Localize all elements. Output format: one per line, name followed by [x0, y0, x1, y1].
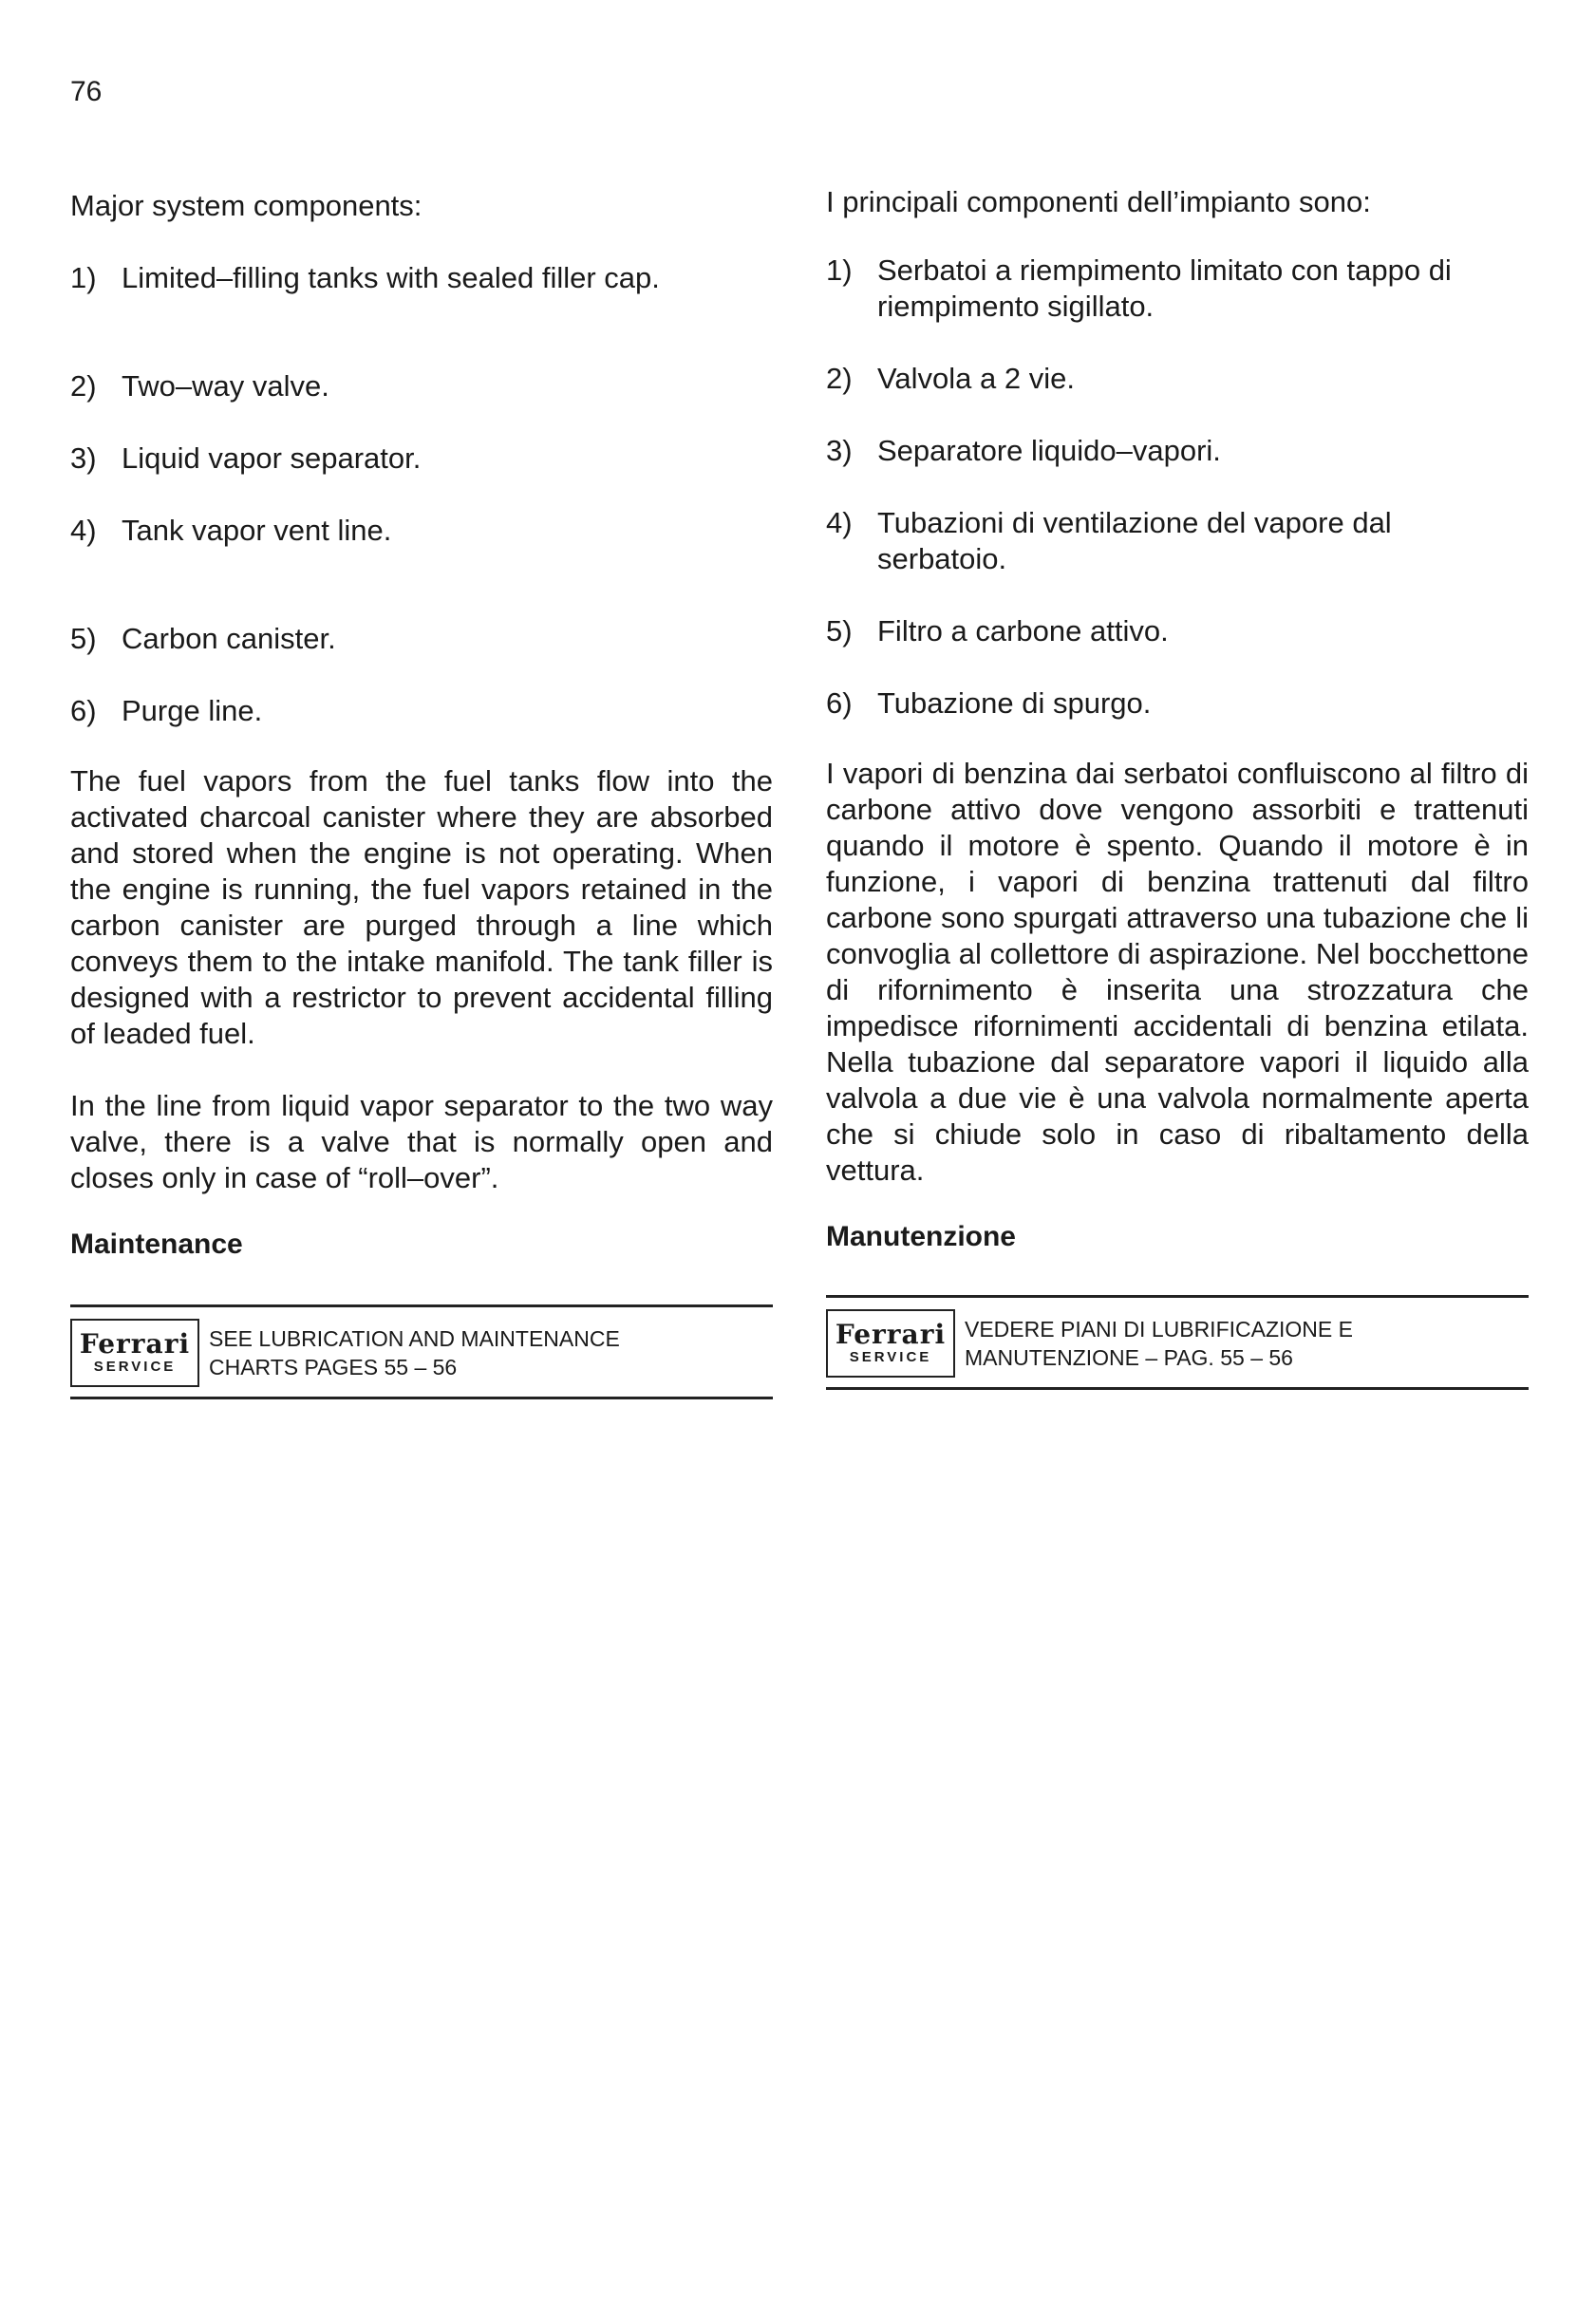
divider [826, 1387, 1529, 1390]
ferrari-service-logo: Ferrari SERVICE [70, 1319, 199, 1387]
components-list [826, 253, 1529, 722]
maintenance-heading: Maintenance [70, 1229, 243, 1260]
list-item: 6) Purge line. [70, 694, 263, 727]
list-item: 2) Two–way valve. [70, 369, 329, 403]
page-number: 76 [70, 76, 103, 107]
list-item: 3) Separatore liquido–vapori. [826, 434, 1221, 467]
list-item: 4) Tubazioni di ventilazione del vapore dal serbatoio. [826, 506, 1392, 575]
italian-column [826, 178, 1529, 1390]
list-item: 1) Limited–filling tanks with sealed filler cap. [70, 261, 660, 294]
rollover-valve-note: In the line from liquid vapor separator to the two way valve, there is a valve that is normally open and closes only in case of “roll–over”. [70, 1089, 773, 1194]
components-intro: I principali componenti dell’impianto sono: [826, 185, 1371, 218]
components-list [70, 260, 773, 729]
fuel-vapor-description: The fuel vapors from the fuel tanks flow into the activated charcoal canister where they are absorbed and stored when the engine is not operating. When the engine is running, the fuel vapors retained in the carbon canister are purged through a line which conveys them to the intake manifold. The tank filler is designed with a restrictor to prevent accidental filling of leaded fuel. [70, 764, 773, 1050]
list-item: 6) Tubazione di spurgo. [826, 686, 1152, 720]
service-reference [826, 1295, 1529, 1390]
ferrari-service-logo: Ferrari SERVICE [826, 1309, 955, 1378]
divider [70, 1397, 773, 1399]
fuel-vapor-description: I vapori di benzina dai serbatoi confluiscono al filtro di carbone attivo dove vengono assorbiti e trattenuti quando il motore è spento. Quando il motore è in funzione, i vapori di benzina trattenuti dal filtro carbone sono spurgati attraverso una tubazione che li convoglia al collettore di aspirazione. Nel bocchettone di rifornimento è inserita una strozzatura che impedisce rifornimenti accidentali di benzina etilata. Nella tubazione dal separatore vapori il liquido alla valvola a due vie è una valvola normalmente aperta che si chiude solo in caso di ribaltamento della vettura. [826, 757, 1529, 1187]
list-item: 3) Liquid vapor separator. [70, 441, 422, 475]
list-item: 5) Filtro a carbone attivo. [826, 614, 1169, 647]
maintenance-heading: Manutenzione [826, 1221, 1016, 1252]
list-item: 4) Tank vapor vent line. [70, 514, 392, 547]
service-reference-text: SEE LUBRICATION AND MAINTENANCE CHARTS PAGES 55 – 56 [209, 1326, 620, 1379]
list-item: 2) Valvola a 2 vie. [826, 362, 1075, 395]
list-item: 1) Serbatoi a riempimento limitato con tappo di riempimento sigillato. [826, 253, 1452, 323]
service-reference [70, 1304, 773, 1399]
components-intro: Major system components: [70, 189, 422, 222]
english-column [70, 178, 773, 1399]
list-item: 5) Carbon canister. [70, 622, 336, 655]
service-reference-text: VEDERE PIANI DI LUBRIFICAZIONE E MANUTENZIONE – PAG. 55 – 56 [965, 1317, 1353, 1370]
